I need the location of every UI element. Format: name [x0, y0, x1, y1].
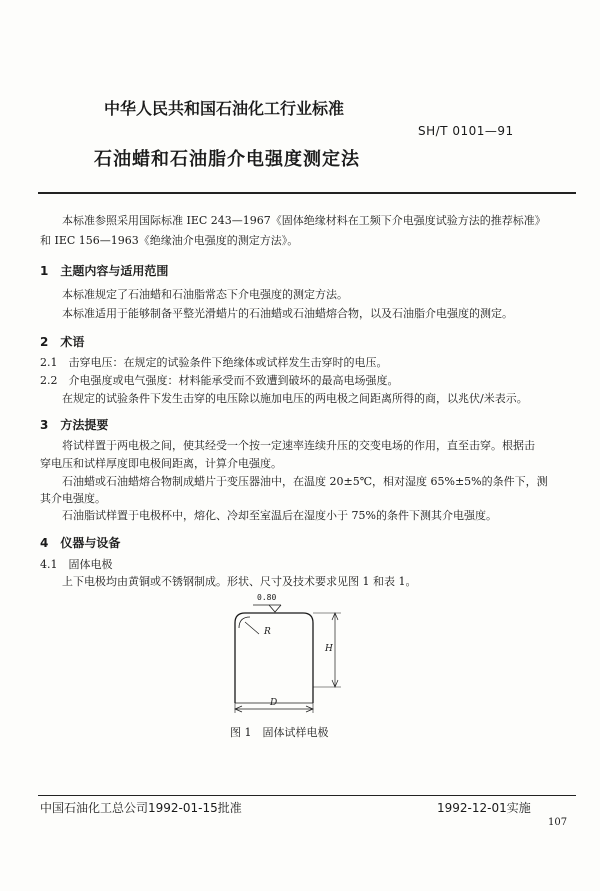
section-1-line-2: 本标准适用于能够制备平整光滑蜡片的石油蜡或石油蜡熔合物，以及石油脂介电强度的测定。: [62, 307, 513, 320]
radius-leader: [245, 622, 259, 634]
effective-date: 1992-12-01实施: [437, 801, 531, 815]
section-3-line-3: 石油蜡或石油蜡熔合物制成蜡片于变压器油中，在温度 20±5℃，相对湿度 65%±5%的条件下，测: [62, 475, 548, 488]
page-number: 107: [548, 817, 568, 828]
term-2-2: 2.2 介电强度或电气强度：材料能承受而不致遭到破坏的最高电场强度。: [40, 374, 399, 387]
intro-line-1: 本标准参照采用国际标准 IEC 243—1967《固体绝缘材料在工频下介电强度试验方法的推荐标准》: [62, 214, 546, 227]
intro-line-2: 和 IEC 156—1963《绝缘油介电强度的测定方法》。: [40, 234, 299, 247]
term-2-1: 2.1 击穿电压：在规定的试验条件下绝缘体或试样发生击穿时的电压。: [40, 356, 388, 369]
height-label: H: [325, 644, 333, 654]
section-1-heading: 1 主题内容与适用范围: [40, 264, 169, 278]
header-rule: [38, 192, 576, 194]
section-3-line-4: 其介电强度。: [40, 492, 106, 505]
subsection-4-1-heading: 4.1 固体电极: [40, 558, 113, 571]
radius-label: R: [264, 627, 271, 637]
section-3-heading: 3 方法提要: [40, 418, 109, 432]
electrode-drawing: [215, 588, 365, 716]
section-1-line-1: 本标准规定了石油蜡和石油脂常态下介电强度的测定方法。: [62, 288, 348, 301]
diameter-label: D: [270, 698, 278, 708]
footer-rule: [38, 795, 576, 796]
subsection-4-1-text: 上下电极均由黄铜或不锈钢制成。形状、尺寸及技术要求见图 1 和表 1。: [62, 575, 417, 588]
electrode-outline: [235, 613, 313, 703]
standard-code: SH/T 0101—91: [418, 124, 514, 138]
section-3-line-1: 将试样置于两电极之间，使其经受一个按一定速率连续升压的交变电场的作用，直至击穿。根据击: [62, 439, 535, 452]
section-3-line-2: 穿电压和试样厚度即电极间距离，计算介电强度。: [40, 457, 282, 470]
roughness-symbol-icon: [269, 605, 281, 612]
roughness-label: 0.80: [257, 593, 277, 602]
section-3-line-5: 石油脂试样置于电极杯中，熔化、冷却至室温后在湿度小于 75%的条件下测其介电强度。: [62, 509, 497, 522]
section-2-heading: 2 术语: [40, 335, 85, 349]
document-title: 石油蜡和石油脂介电强度测定法: [94, 149, 360, 170]
section-4-heading: 4 仪器与设备: [40, 536, 121, 550]
org-title: 中华人民共和国石油化工行业标准: [104, 99, 345, 118]
figure-caption: 图 1 固体试样电极: [230, 726, 329, 739]
approval-info: 中国石油化工总公司1992-01-15批准: [40, 801, 242, 815]
term-2-2-definition: 在规定的试验条件下发生击穿的电压除以施加电压的两电极之间距离所得的商，以兆伏/米表示。: [62, 392, 528, 405]
radius-arc: [239, 617, 250, 628]
